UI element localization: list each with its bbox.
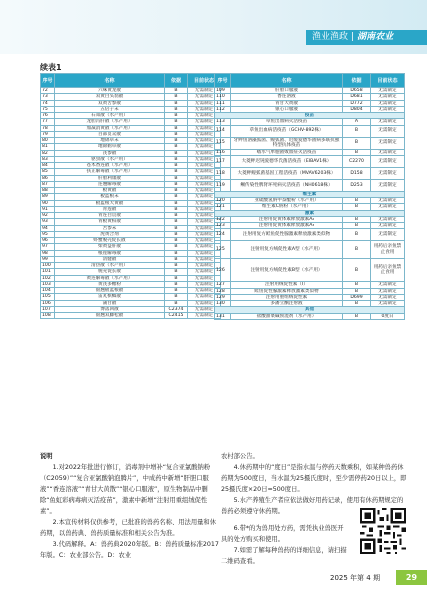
row-number: 75 (41, 106, 55, 112)
row-number: 89 (41, 194, 55, 200)
row-name: 板黄散 (55, 188, 165, 194)
col-header-name: 名称 (55, 74, 165, 88)
row-number: 72 (41, 88, 55, 94)
row-basis: B (165, 250, 188, 256)
row-basis: B (165, 263, 188, 269)
row-name: 肝胆利康散 (55, 175, 165, 181)
row-number: 114 (215, 125, 231, 137)
qr-notes (221, 523, 349, 567)
row-name: 双黄白头翁散 (55, 94, 165, 100)
row-name: 连翘解毒散 (55, 181, 165, 187)
row-basis: B (343, 259, 371, 282)
row-basis: C2415 (165, 313, 188, 319)
row-name: 百部贯众散 (55, 131, 165, 137)
row-number: 103 (41, 281, 55, 287)
row-status: 无需制定 (371, 216, 405, 222)
row-basis: D804 (343, 106, 371, 112)
row-status: 无需制定 (188, 275, 221, 281)
left-table (40, 73, 221, 319)
row-basis: B (165, 275, 188, 281)
row-name: 加减消黄散（水产用） (55, 125, 165, 131)
row-basis: B (165, 231, 188, 237)
row-number: 120 (215, 198, 231, 204)
row-name: 五倍子末 (55, 106, 165, 112)
row-basis: B (165, 206, 188, 212)
row-number: 110 (215, 94, 231, 100)
row-status: 无需制定 (188, 250, 221, 256)
row-status: 无需制定 (188, 181, 221, 187)
table-row (215, 155, 405, 167)
row-status: 无需制定 (188, 94, 221, 100)
row-number: 123 (215, 223, 231, 229)
row-basis: B (165, 100, 188, 106)
row-number: 115 (215, 137, 231, 149)
row-basis: B (343, 241, 371, 259)
row-basis: B (165, 106, 188, 112)
header-tag (306, 30, 427, 45)
col-header-name: 名称 (231, 74, 343, 88)
row-status: 无需制定 (371, 155, 405, 167)
row-basis: B (165, 88, 188, 94)
row-basis: C2374 (165, 306, 188, 312)
row-status: 无需制定 (371, 100, 405, 106)
row-basis: B (165, 181, 188, 187)
row-basis: B (165, 225, 188, 231)
row-basis: B (343, 288, 371, 294)
row-status: 0度日 (371, 313, 405, 319)
page-number: 29 (396, 570, 427, 585)
col-header-number: 序号 (215, 74, 231, 88)
row-number: 119 (215, 179, 231, 191)
row-number: 86 (41, 175, 55, 181)
row-name: 香连溶液 (231, 94, 343, 100)
col-header-number: 序号 (41, 74, 55, 88)
row-name: 注射用重组绒促性素 (231, 294, 343, 300)
row-number: 113 (215, 119, 231, 125)
row-number: 87 (41, 181, 55, 187)
row-number: 85 (41, 169, 55, 175)
row-name: 清健散 (55, 256, 165, 262)
row-number: 126 (215, 259, 231, 282)
note-paragraph: 7.如需了解每种兽药的详细信息，请扫描二维码查看。 (221, 547, 347, 565)
row-status: 无需制定 (371, 88, 405, 94)
row-name: 芪参散 (55, 150, 165, 156)
row-name: 大菱鲆鳗弧菌基因工程活疫苗（MVAV6203株） (231, 167, 343, 179)
row-status: 无需制定 (188, 100, 221, 106)
notes-left (40, 451, 220, 561)
row-number: 93 (41, 219, 55, 225)
row-status: 无需制定 (188, 88, 221, 94)
row-number: 112 (215, 106, 231, 112)
table-header-row (41, 74, 221, 88)
row-status: 无需制定 (188, 313, 221, 319)
row-status: 用药后亲鱼禁止食用 (371, 241, 405, 259)
row-name: 苍术香连散（水产用） (55, 163, 165, 169)
row-name: 蒲甘散 (55, 300, 165, 306)
row-basis: B (343, 301, 371, 307)
row-name: 注射用复方绒促性素B型（水产用） (231, 259, 343, 282)
row-basis: B (343, 137, 371, 149)
row-name: 青板黄柏散 (55, 219, 165, 225)
table-row (215, 241, 405, 259)
note-paragraph: 3.代码解释。A：兽药典2020年版。B：兽药质量标准2017年版。C：农业部公告。D：农业 (40, 541, 219, 559)
row-number: 109 (215, 88, 231, 94)
row-basis: D158 (343, 167, 371, 179)
row-status: 无需制定 (188, 238, 221, 244)
qr-code[interactable] (360, 508, 406, 554)
row-name: 鳜传染性脾肾坏死病灭活疫苗（NH0618株） (231, 179, 343, 191)
row-number: 90 (41, 200, 55, 206)
row-name: 清热散（水产用） (55, 263, 165, 269)
row-basis: B (165, 113, 188, 119)
row-basis: B (343, 198, 371, 204)
row-basis: B (165, 188, 188, 194)
row-name: 银翘双藤松散 (55, 313, 165, 319)
row-number: 96 (41, 238, 55, 244)
notes-title: 说明 (40, 453, 53, 460)
row-name: 注射用促黄体素释放激素A₂ (231, 216, 343, 222)
row-basis: C2270 (343, 155, 371, 167)
row-number: 97 (41, 244, 55, 250)
row-name: 嗜水气单胞菌败血症灭活疫苗 (231, 149, 343, 155)
row-basis: B (343, 149, 371, 155)
row-status: 无需制定 (188, 188, 221, 194)
row-number: 76 (41, 113, 55, 119)
row-status: 无需制定 (371, 229, 405, 241)
row-basis: B (165, 175, 188, 181)
row-number: 83 (41, 156, 55, 162)
row-status: 无需制定 (371, 288, 405, 294)
row-status: 无需制定 (188, 113, 221, 119)
row-status: 无需制定 (371, 125, 405, 137)
row-basis: B (165, 244, 188, 250)
row-basis: B (343, 229, 371, 241)
row-basis: B (165, 94, 188, 100)
row-name: 地锦鹤草散 (55, 144, 165, 150)
row-basis: B (165, 300, 188, 306)
row-status: 无需制定 (188, 169, 221, 175)
row-name: 柴黄益肝散 (55, 244, 165, 250)
row-basis: B (165, 156, 188, 162)
row-number: 130 (215, 301, 231, 307)
row-name: 虎黄合剂 (55, 231, 165, 237)
row-status: 无需制定 (371, 223, 405, 229)
row-basis: B (165, 138, 188, 144)
row-basis: B (165, 169, 188, 175)
row-name: 银翘板蓝根散 (55, 288, 165, 294)
row-status: 无需制定 (371, 119, 405, 125)
row-basis: B (165, 163, 188, 169)
row-number: 131 (215, 313, 231, 319)
row-basis: D699 (343, 294, 371, 300)
row-name: 黄芪多糖粉 (55, 281, 165, 287)
row-number: 91 (41, 206, 55, 212)
col-header-basis: 依据 (165, 74, 188, 88)
table-row (215, 167, 405, 179)
row-status: 无需制定 (188, 225, 221, 231)
row-status: 用药后亲鱼禁止食用 (371, 259, 405, 282)
table-row (215, 179, 405, 191)
row-number: 80 (41, 138, 55, 144)
row-name: 龙胆泻肝散（水产用） (55, 119, 165, 125)
row-status: 无需制定 (188, 138, 221, 144)
row-status: 无需制定 (371, 198, 405, 204)
row-name: 青甘大黄散 (231, 100, 343, 106)
row-basis: B (343, 223, 371, 229)
row-number: 128 (215, 288, 231, 294)
row-status: 无需制定 (188, 269, 221, 275)
row-number: 125 (215, 241, 231, 259)
row-basis: B (165, 144, 188, 150)
row-basis: B (165, 200, 188, 206)
right-table (214, 73, 405, 320)
row-name: 大菱鲆迟钝爱德华氏菌活疫苗（EIBAV1株） (231, 155, 343, 167)
row-basis: B (165, 125, 188, 131)
note-paragraph: 农村部公告。 (221, 453, 259, 460)
section-label: 疫苗 (215, 113, 405, 119)
column-label: 渔业渔政 (312, 32, 349, 42)
row-number: 92 (41, 213, 55, 219)
row-name: 肝胆口服液 (231, 88, 343, 94)
note-paragraph: 2.本宣传材料仅供参考，已批准的兽药名称、用法用量和休药期，以兽药典、兽药质量标准和相关公告为准。 (40, 519, 217, 537)
row-number: 104 (41, 288, 55, 294)
row-name: 草鱼出血病灭活疫苗 (231, 119, 343, 125)
col-header-status: 目前状态 (371, 74, 405, 88)
row-basis: B (165, 119, 188, 125)
row-number: 98 (41, 250, 55, 256)
row-number: 111 (215, 100, 231, 106)
table-row (215, 229, 405, 241)
col-header-status: 目前状态 (188, 74, 221, 88)
row-name: 青莲散 (55, 206, 165, 212)
row-status: 无需制定 (371, 204, 405, 210)
row-status: 无需制定 (371, 179, 405, 191)
row-number: 116 (215, 149, 231, 155)
note-paragraph: 1.对2022年批进行修订，消毒剂中增补“复合亚氯酸钠粉（C2059）”“复合亚氯酸钠泡腾片”，中成药中新增“肝胆口服液”“香连溶液”“青甘大黄散”“银心口服液”，原生物制品中删除“鱼虹彩病毒病灭活疫苗”，激素中新增“注射用重组绒促性素”。 (40, 464, 211, 515)
section-label: 维生素 (215, 191, 405, 197)
row-basis: B (165, 294, 188, 300)
row-status: 无需制定 (188, 263, 221, 269)
row-name: 牙鲆鱼溶藻弧菌、鳗弧菌、迟缓爱德华菌病多联抗独特型抗体疫苗 (231, 137, 343, 149)
row-basis: B (343, 125, 371, 137)
issue-label: 2025 年第 4 期 (330, 574, 380, 582)
row-status: 无需制定 (371, 294, 405, 300)
table-row (215, 137, 405, 149)
row-status: 无需制定 (188, 306, 221, 312)
row-basis: B (165, 150, 188, 156)
row-status: 无需制定 (188, 244, 221, 250)
row-name: 黄连解毒散（水产用） (55, 275, 165, 281)
section-label: 激素 (215, 210, 405, 216)
row-basis: A (343, 119, 371, 125)
row-status: 无需制定 (188, 281, 221, 287)
row-number: 122 (215, 216, 231, 222)
row-status: 无需制定 (188, 125, 221, 131)
row-name: 脱壳促长散 (55, 269, 165, 275)
note-paragraph: 5.水产养殖生产者应依法做好用药记录，使用有休药期规定的兽药必须遵守休药期。 (221, 497, 404, 515)
row-number: 74 (41, 100, 55, 106)
row-basis: B (343, 313, 371, 319)
row-status: 无需制定 (188, 219, 221, 225)
row-name: 驱虫散（水产用） (55, 156, 165, 162)
row-number: 79 (41, 131, 55, 137)
row-status: 无需制定 (188, 194, 221, 200)
row-number: 94 (41, 225, 55, 231)
header-band (0, 0, 427, 54)
row-basis: B (165, 213, 188, 219)
row-name: 鲑鱼促性腺激素释放激素类似物 (231, 288, 343, 294)
note-paragraph: 4.休药期中的“度日”是指水温与停药天数乘积，如某种兽药休药期为500度日，当水温为25摄氏度时，至少需停药20日以上，即25摄氏度×20日=500度日。 (221, 464, 407, 493)
row-number: 108 (41, 313, 55, 319)
row-name: 多潘立酮注射液 (231, 301, 343, 307)
section-title: 续表1 (40, 63, 62, 72)
row-status: 无需制定 (188, 150, 221, 156)
row-name: 草鱼出血病活疫苗（GCHV-892株） (231, 125, 343, 137)
row-status: 无需制定 (188, 106, 221, 112)
row-basis: B (165, 194, 188, 200)
table-header-row (215, 74, 405, 88)
row-name: 虾蟹脱壳促长散 (55, 238, 165, 244)
row-number: 81 (41, 144, 55, 150)
header-separator: | (351, 32, 355, 42)
row-status: 无需制定 (188, 156, 221, 162)
row-name: 博落回散 (55, 306, 165, 312)
row-name: 雷丸槟榔散 (55, 294, 165, 300)
row-status: 无需制定 (371, 94, 405, 100)
section-label: 其他 (215, 307, 405, 313)
row-basis: D658 (343, 88, 371, 94)
row-name: 注射用绒促性素（Ⅰ） (231, 282, 343, 288)
row-name: 银心口服液 (231, 106, 343, 112)
row-basis: B (165, 281, 188, 287)
row-number: 129 (215, 294, 231, 300)
row-name: 苦参末 (55, 225, 165, 231)
row-status: 无需制定 (188, 300, 221, 306)
row-name: 扶正解毒散（水产用） (55, 169, 165, 175)
note-paragraph: 6.带*的为兽用处方药，需凭执业兽医开具的处方购买和使用。 (221, 525, 344, 543)
row-status: 无需制定 (371, 149, 405, 155)
row-basis: B (165, 238, 188, 244)
row-number: 106 (41, 300, 55, 306)
row-basis: B (343, 282, 371, 288)
row-number: 107 (41, 306, 55, 312)
row-number: 105 (41, 294, 55, 300)
row-status: 无需制定 (188, 213, 221, 219)
row-number: 78 (41, 125, 55, 131)
row-status: 无需制定 (188, 294, 221, 300)
row-number: 121 (215, 204, 231, 210)
row-status: 无需制定 (188, 163, 221, 169)
row-name: 青连白贯散 (55, 213, 165, 219)
row-status: 无需制定 (188, 288, 221, 294)
brand-logo: 湖南农业 (357, 32, 394, 42)
table-row (41, 313, 221, 319)
row-number: 95 (41, 231, 55, 237)
row-number: 84 (41, 163, 55, 169)
row-number: 88 (41, 188, 55, 194)
row-status: 无需制定 (371, 106, 405, 112)
row-name: 注射用复方绒促性素A型（水产用） (231, 241, 343, 259)
row-status: 无需制定 (371, 282, 405, 288)
row-name: 亚硫酸氢钠甲萘醌粉（水产用） (231, 198, 343, 204)
row-name: 维生素C钠粉（水产用） (231, 204, 343, 210)
row-name: 盐酸甜菜碱预混剂（水产用） (231, 313, 343, 319)
row-status: 无需制定 (371, 301, 405, 307)
row-status: 无需制定 (371, 167, 405, 179)
row-number: 117 (215, 155, 231, 167)
row-basis: D772 (343, 100, 371, 106)
col-header-basis: 依据 (343, 74, 371, 88)
row-status: 无需制定 (371, 137, 405, 149)
row-basis: D253 (343, 179, 371, 191)
row-name: 石知散（水产用） (55, 113, 165, 119)
row-number: 101 (41, 269, 55, 275)
table-row (215, 125, 405, 137)
row-basis: B (343, 216, 371, 222)
row-number: 118 (215, 167, 231, 179)
row-status: 无需制定 (188, 131, 221, 137)
row-status: 无需制定 (188, 206, 221, 212)
row-name: 地锦草末 (55, 138, 165, 144)
row-number: 102 (41, 275, 55, 281)
row-name: 注射用促黄体素释放激素A₃ (231, 223, 343, 229)
row-status: 无需制定 (188, 231, 221, 237)
row-number: 99 (41, 256, 55, 262)
row-status: 无需制定 (188, 144, 221, 150)
row-status: 无需制定 (188, 119, 221, 125)
row-status: 无需制定 (188, 175, 221, 181)
row-number: 82 (41, 150, 55, 156)
row-basis: B (165, 269, 188, 275)
row-number: 127 (215, 282, 231, 288)
table-row (215, 313, 405, 319)
row-basis: D681 (343, 94, 371, 100)
row-basis: B (165, 256, 188, 262)
row-number: 124 (215, 229, 231, 241)
row-status: 无需制定 (188, 200, 221, 206)
row-status: 无需制定 (188, 256, 221, 262)
row-number: 77 (41, 119, 55, 125)
row-name: 板蓝根末 (55, 194, 165, 200)
row-basis: B (343, 204, 371, 210)
row-basis: B (165, 131, 188, 137)
table-row (215, 259, 405, 282)
row-name: 注射用复方鲑鱼促性腺激素释放激素类似物 (231, 229, 343, 241)
row-basis: B (165, 219, 188, 225)
row-basis: B (165, 288, 188, 294)
row-name: 根莲解毒散 (55, 250, 165, 256)
row-number: 73 (41, 94, 55, 100)
row-number: 100 (41, 263, 55, 269)
row-name: 双黄苦参散 (55, 100, 165, 106)
row-name: 六味黄龙散 (55, 88, 165, 94)
row-name: 板蓝根大黄散 (55, 200, 165, 206)
